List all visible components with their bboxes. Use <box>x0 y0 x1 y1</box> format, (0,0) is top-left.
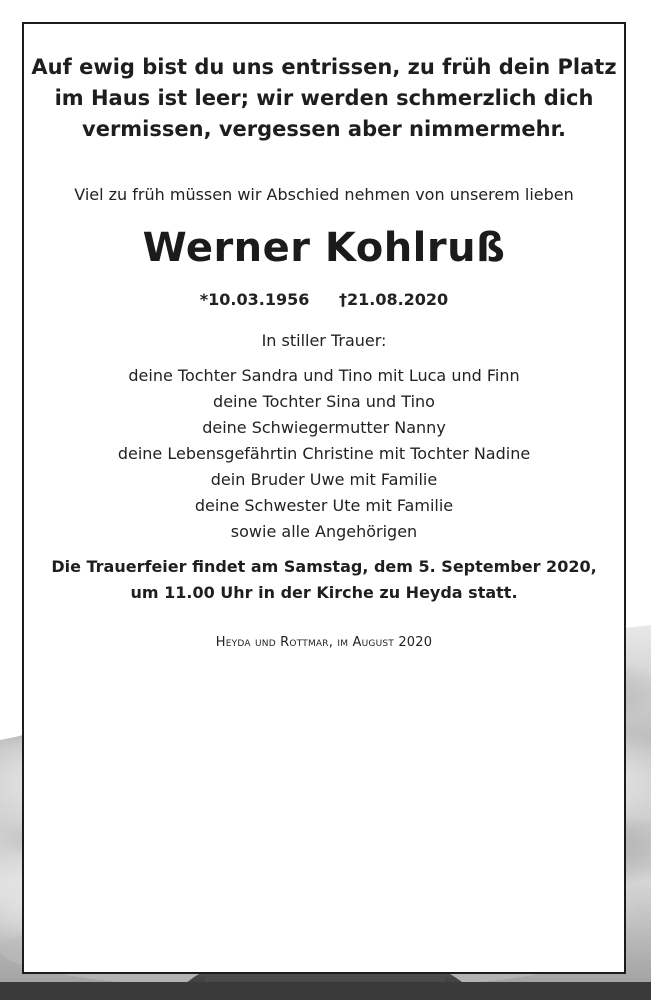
place-and-date: Heyda und Rottmar, im August 2020 <box>215 635 433 650</box>
service-line: um 11.00 Uhr in der Kirche zu Heyda statt. <box>130 583 518 602</box>
mourner-line: sowie alle Angehörigen <box>230 522 418 541</box>
mourner-line: dein Bruder Uwe mit Familie <box>210 470 438 489</box>
verse-line: im Haus ist leer; wir werden schmerzlich dich <box>54 86 594 110</box>
death-date: †21.08.2020 <box>338 290 449 309</box>
mourning-heading: In stiller Trauer: <box>261 331 387 350</box>
life-dates <box>22 290 626 309</box>
intro-text: Viel zu früh müssen wir Abschied nehmen von unserem lieben <box>74 185 574 204</box>
mourner-line: deine Tochter Sandra und Tino mit Luca und Finn <box>128 366 520 385</box>
service-info <box>22 554 626 606</box>
mourners-list <box>22 363 626 545</box>
deceased-name: Werner Kohlruß <box>142 225 506 271</box>
mourner-line: deine Schwiegermutter Nanny <box>202 418 446 437</box>
verse <box>22 52 626 145</box>
verse-line: Auf ewig bist du uns entrissen, zu früh dein Platz <box>31 55 617 79</box>
verse-line: vermissen, vergessen aber nimmermehr. <box>82 117 566 141</box>
service-line: Die Trauerfeier findet am Samstag, dem 5. September 2020, <box>51 557 597 576</box>
mourner-line: deine Lebensgefährtin Christine mit Tochter Nadine <box>117 444 531 463</box>
birth-date: *10.03.1956 <box>199 290 310 309</box>
mourner-line: deine Schwester Ute mit Familie <box>194 496 454 515</box>
mourner-line: deine Tochter Sina und Tino <box>213 392 435 411</box>
